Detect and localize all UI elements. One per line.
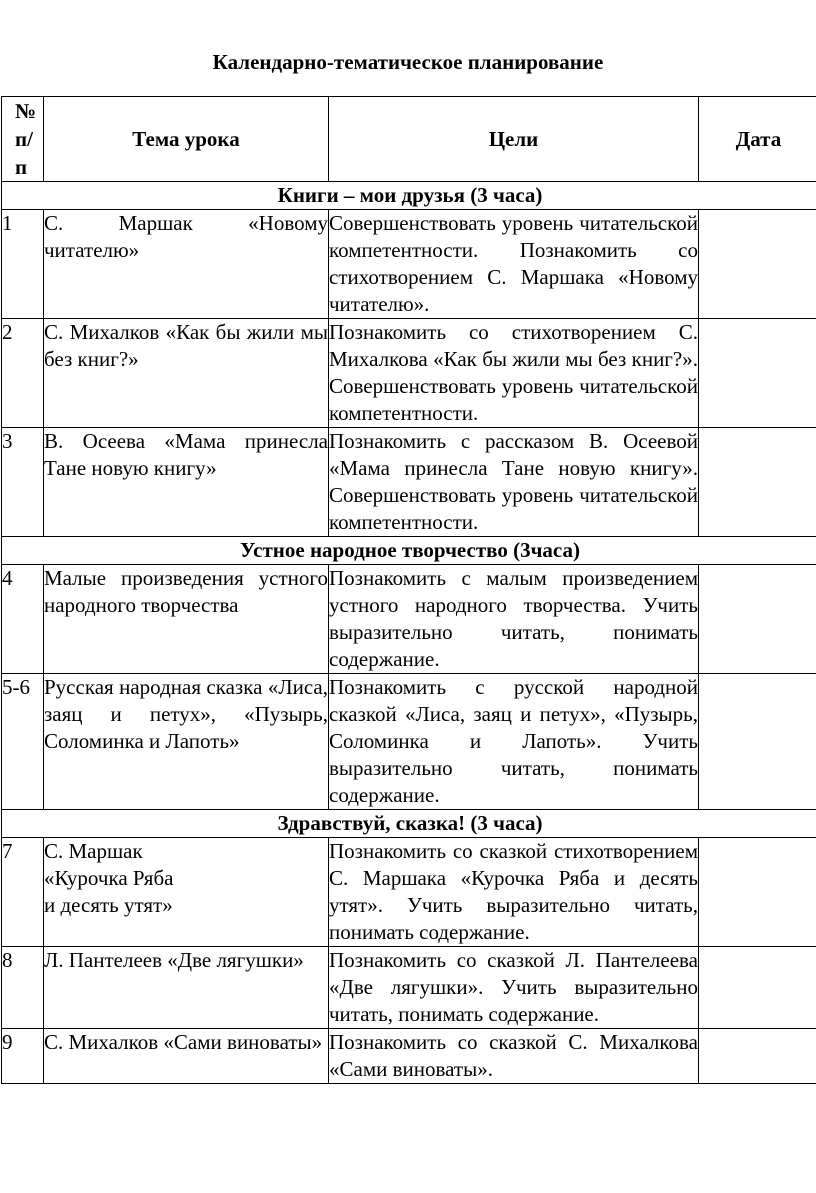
row-topic: Л. Пантелеев «Две лягушки» (44, 947, 329, 1029)
row-topic: С. Михалков «Сами виноваты» (44, 1029, 329, 1084)
row-number: 3 (2, 428, 44, 537)
header-number: № п/ п (2, 97, 44, 182)
row-topic: С. Михалков «Как бы жили мы без книг?» (44, 319, 329, 428)
row-goals: Познакомить со сказкой С. Михалкова «Сами виноваты». (329, 1029, 699, 1084)
row-goals: Познакомить со сказкой Л. Пантелеева «Две лягушки». Учить выразительно читать, понимать содержание. (329, 947, 699, 1029)
row-goals: Совершенствовать уровень читательской компетентности. Познакомить со стихотворением С. Маршака «Новому читателю». (329, 210, 699, 319)
table-header-row (2, 97, 816, 182)
table-row (2, 210, 816, 319)
section-title: Устное народное творчество (3часа) (2, 537, 816, 565)
row-goals: Познакомить с рассказом В. Осеевой «Мама принесла Тане новую книгу». Совершенствовать уровень читательской компетентности. (329, 428, 699, 537)
row-topic: С. Маршак «Курочка Ряба и десять утят» (44, 838, 329, 947)
table-row (2, 565, 816, 674)
lesson-plan-table (1, 96, 816, 1084)
section-title: Здравствуй, сказка! (3 часа) (2, 810, 816, 838)
header-goals: Цели (329, 97, 699, 182)
row-date (699, 1029, 816, 1084)
row-number: 8 (2, 947, 44, 1029)
row-number: 9 (2, 1029, 44, 1084)
row-date (699, 428, 816, 537)
row-date (699, 947, 816, 1029)
row-date (699, 838, 816, 947)
table-row (2, 428, 816, 537)
header-topic: Тема урока (44, 97, 329, 182)
row-date (699, 674, 816, 810)
row-number: 4 (2, 565, 44, 674)
row-goals: Познакомить с русской народной сказкой «Лиса, заяц и петух», «Пузырь, Соломинка и Лапоть». Учить выразительно читать, понимать содержание. (329, 674, 699, 810)
row-topic: В. Осеева «Мама принесла Тане новую книгу» (44, 428, 329, 537)
section-row (2, 182, 816, 210)
row-topic: С. Маршак «Новому читателю» (44, 210, 329, 319)
row-number: 7 (2, 838, 44, 947)
row-number: 5-6 (2, 674, 44, 810)
section-row (2, 537, 816, 565)
table-row (2, 947, 816, 1029)
row-date (699, 210, 816, 319)
row-goals: Познакомить со сказкой стихотворением С. Маршака «Курочка Ряба и десять утят». Учить выразительно читать, понимать содержание. (329, 838, 699, 947)
table-row (2, 838, 816, 947)
table-row (2, 674, 816, 810)
table-row (2, 319, 816, 428)
row-date (699, 319, 816, 428)
row-goals: Познакомить с малым произведением устного народного творчества. Учить выразительно читать, понимать содержание. (329, 565, 699, 674)
header-date: Дата (699, 97, 816, 182)
section-row (2, 810, 816, 838)
row-number: 2 (2, 319, 44, 428)
row-number: 1 (2, 210, 44, 319)
table-row (2, 1029, 816, 1084)
row-topic: Малые произведения устного народного творчества (44, 565, 329, 674)
row-goals: Познакомить со стихотворением С. Михалкова «Как бы жили мы без книг?». Совершенствовать уровень читательской компетентности. (329, 319, 699, 428)
section-title: Книги – мои друзья (3 часа) (2, 182, 816, 210)
row-date (699, 565, 816, 674)
page-title: Календарно-тематическое планирование (212, 50, 604, 74)
row-topic: Русская народная сказка «Лиса, заяц и петух», «Пузырь, Соломинка и Лапоть» (44, 674, 329, 810)
